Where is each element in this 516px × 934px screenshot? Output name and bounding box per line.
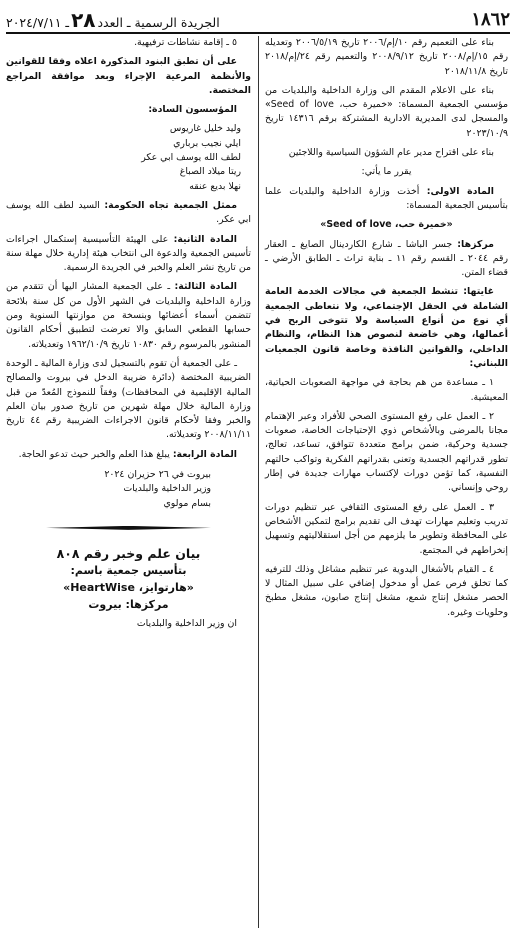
- article-2: [6, 233, 251, 276]
- founder-name: ايلي نجيب برباري: [173, 137, 241, 149]
- issue-date: ـ ٢٠٢٤/٧/١١: [6, 15, 70, 30]
- left-column: [6, 36, 251, 934]
- preamble-1: بناء على التعميم رقم ١٠/إم/٢٠٠٦ تاريخ ٢٠٠٦/٥/١٩ وتعديله رقم ١٥/إم/٢٠٠٨ تاريخ ٢٠٠٨/٩/١٢ والتعميم رقم ٢٤/إم/٢٠١٨ تاريخ ٢٠١٨/١١/٨: [265, 37, 508, 77]
- gazette-title: [6, 10, 220, 30]
- page-header: [6, 4, 510, 34]
- goal-item: ٣ ـ العمل على رفع المستوى الثقافي عبر تنظيم دورات تدريب وتعليم مهارات تهدف الى تقديم برامج لتمكين الأشخاص على المحافظة وتطوير ما يلزمهم من أجل استقلاليتهم وتسهيل إنخراطهم في المجتمع.: [265, 501, 508, 556]
- founders-label: المؤسسون السادة:: [148, 104, 237, 116]
- founder-name: ريتا ميلاد الصباغ: [179, 166, 241, 178]
- article-3-label: المادة الثالثة:: [174, 281, 237, 293]
- association-name: «خميرة حب، Seed of love»: [320, 219, 453, 231]
- goals: [265, 285, 508, 371]
- headquarters: [265, 238, 508, 281]
- page-number: ١٨٦٢: [471, 9, 510, 30]
- article-1-text: أخذت وزارة الداخلية والبلديات علما بتأسيس الجمعية المسماة:: [265, 185, 508, 211]
- representative-label: ممثل الجمعية تجاه الحكومة:: [104, 199, 238, 211]
- representative: [6, 199, 251, 228]
- notice-line-2: بتأسيس جمعية باسم:: [70, 563, 187, 577]
- notice-line-1: بيان علم وخبر رقم ٨٠٨: [56, 545, 201, 561]
- signature-place-date: بيروت في ٢٦ حزيران ٢٠٢٤: [104, 469, 211, 481]
- closing-line: ان وزير الداخلية والبلديات: [136, 617, 237, 629]
- article-1-label: المادة الاولى:: [426, 185, 494, 197]
- notice-line-4: مركزها: بيروت: [88, 597, 169, 611]
- goals-label: غايتها:: [463, 286, 494, 298]
- article-1: [265, 185, 508, 214]
- condition-text: على أن تطبق البنود المذكورة اعلاه وفقا للقوانين والأنظمة المرعية الإجراء وبعد موافقة المراجع المختصة.: [6, 56, 251, 96]
- column-divider: [258, 36, 259, 928]
- goal-item: ٤ ـ القيام بالأشغال اليدوية عبر تنظيم مشاغل وذلك للترفيه كما تخلق فرص عمل أو مدخول إضافي على سبيل المثال لا الحصر مشغل إنتاج شمع، مشغل إنتاج صابون، مشغل مطبخ وحلويات وغيره.: [265, 563, 508, 618]
- preamble-2: بناء على الاعلام المقدم الى وزارة الداخلية والبلديات من مؤسسي الجمعية المسماة: «خميرة حب، Seed of love» والمسجل لدى المديرية الادارية المشتركة برقم ١٤٣١٦ تاريخ ٢٠٢٣/١٠/٩: [265, 84, 508, 139]
- article-3: [6, 280, 251, 351]
- founder-name: لطف الله يوسف ابي عكر: [141, 152, 241, 164]
- founder-name: وليد خليل غاريوس: [169, 123, 241, 135]
- paper-name: الجريدة الرسمية ـ العدد: [97, 15, 220, 30]
- article-4-text: يبلغ هذا العلم والخبر حيث تدعو الحاجة.: [18, 448, 170, 460]
- founders-list: [6, 122, 251, 193]
- notice-heading: [6, 545, 251, 613]
- goal-item-5: ٥ ـ إقامة نشاطات ترفيهية.: [134, 37, 237, 48]
- goal-item: ٢ ـ العمل على رفع المستوى الصحي للأفراد وعبر الإهتمام مجانا بالمرضى وبالأشخاص ذوي الإحتياجات الخاصة، صعوبات جسدية وحركية، ضمن برامج متعددة تتوافق، تساعد، تعالج، تطور قدراتهم الجسدية وتعنى بقدراتهم الفكرية وتواكب حالتهم النفسية، كما تؤمن دورات لإكتساب مهارات جديدة في إطار روحي وإنساني.: [265, 410, 508, 494]
- founder-name: نهلا بديع عنقه: [189, 180, 241, 192]
- decision-line: يقرر ما يأتي:: [361, 166, 412, 178]
- article-4: [6, 448, 251, 462]
- signature-name: بسام مولوي: [163, 497, 211, 509]
- article-3-text: ـ على الجمعية المشار اليها أن تتقدم من وزارة الداخلية والبلديات في الشهر الأول من كل سنة بلائحة تتضمن أسماء أعضائها وبنسخة من موازنتها السنوية ومن حسابها القطعي السابق والا تعرضت لتطبيق أحكام القانون المنشور بالمرسوم رقم ١٠٨٣٠ تاريخ ١٩٦٢/١٠/٩ وتعديلاته.: [6, 281, 251, 350]
- preamble-3: بناء على اقتراح مدير عام الشؤون السياسية واللاجئين: [288, 147, 494, 159]
- headquarters-text: جسر الباشا ـ شارع الكاردينال الصايغ ـ العقار رقم ٢٠٤٤ ـ القسم رقم ١١ ـ بناية تراث ـ الطابق الأرضي ـ قضاء المتن.: [265, 238, 508, 279]
- article-4-label: المادة الرابعة:: [172, 448, 237, 460]
- signature-title: وزير الداخلية والبلديات: [123, 483, 211, 495]
- headquarters-label: مركزها:: [457, 238, 494, 250]
- issue-number: ٢٨: [71, 8, 96, 32]
- signature-block: [6, 468, 251, 511]
- article-2-label: المادة الثانية:: [173, 233, 238, 245]
- representative-text: السيد لطف الله يوسف ابي عكر.: [6, 199, 251, 226]
- notice-line-3: «هارتوايز، HeartWise»: [63, 580, 194, 594]
- goal-item: ١ ـ مساعدة من هم بحاجة في مواجهة الصعوبات الحياتية، المعيشية.: [265, 377, 508, 403]
- article-2-text: على الهيئة التأسيسية إستكمال اجراءات تأسيس الجمعية والدعوة الى انتخاب هيئة إدارية خلال مهلة سنة من تاريخ نشر العلم والخبر في الجريدة الرسمية.: [6, 233, 251, 274]
- section-separator: [46, 523, 211, 533]
- right-column: [265, 36, 508, 934]
- article-3-b: ـ على الجمعية أن تقوم بالتسجيل لدى وزارة المالية ـ الوحدة الضريبية المختصة (دائرة ضريبة الدخل في بيروت والمصالح المالية الإقليمية في المحافظات) وفقاً للنموذج المُعدّ من قبل وزارة المالية خلال مهلة شهرين من تاريخ صدور بيان العلم والخبر وفقا لأحكام قانون الاجراءات الضريبية رقم ٤٤ تاريخ ٢٠٠٨/١١/١١ وتعديلاته.: [6, 357, 251, 441]
- goals-text: تنشط الجمعية في مجالات الخدمة العامة الشاملة في الحقل الإجتماعي، ولا نتعاطى الجمعية أي نوع من أنواع السياسة ولا تتوخى الربح في أعمالها، وهي خاضعة لنصوص هذا النظام، والنظام الداخلي، والقوانين النافذة وخاصة قانون الجمعيات اللبناني:: [265, 286, 508, 369]
